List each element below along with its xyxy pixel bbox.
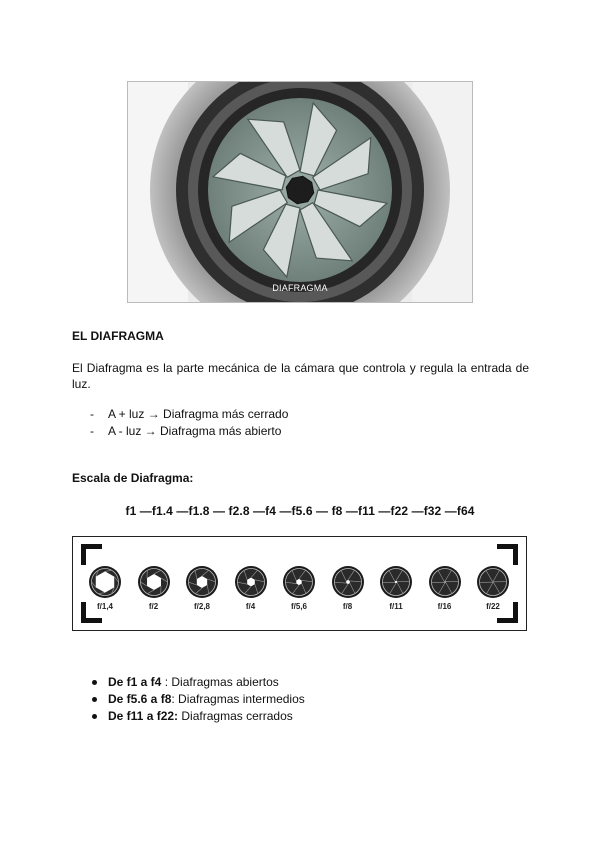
aperture-icon-8 [425, 565, 465, 611]
aperture-diagram [137, 565, 171, 599]
aperture-diagram [379, 565, 413, 599]
range-label: De f11 a f22: [108, 709, 179, 723]
aperture-label: f/22 [486, 602, 500, 611]
intro-paragraph: El Diafragma es la parte mecánica de la cámara que controla y regula la entrada de luz. [72, 361, 529, 391]
aperture-icon-4 [231, 565, 271, 611]
separator: : [161, 675, 172, 689]
range-label: De f5.6 a f8 [108, 692, 172, 706]
diaphragm-photo [127, 81, 473, 303]
aperture-icon-6 [328, 565, 368, 611]
aperture-label: f/1,4 [96, 602, 113, 611]
aperture-diagram [476, 565, 510, 599]
aperture-label: f/5,6 [290, 602, 307, 611]
separator: : [171, 692, 179, 706]
corner-bracket [497, 544, 518, 565]
aperture-icon-7 [376, 565, 416, 611]
aperture-diagram [331, 565, 365, 599]
aperture-classification-list [90, 674, 305, 725]
aperture-icon-1 [85, 565, 125, 611]
relation-less-light: - A - luz → Diafragma más abierto [90, 423, 288, 440]
f-stop-scale-line: f1 —f1.4 —f1.8 — f2.8 —f4 —f5.6 — f8 —f11 —f22 —f32 —f64 [125, 504, 475, 518]
aperture-label: f/2,8 [193, 602, 210, 611]
aperture-diagram [185, 565, 219, 599]
aperture-icon-3 [182, 565, 222, 611]
aperture-scale-figure [72, 536, 527, 631]
light-relations-list [90, 406, 288, 440]
aperture-diagram [282, 565, 316, 599]
relation-more-light: - A + luz → Diafragma más cerrado [90, 406, 288, 423]
corner-bracket [81, 544, 102, 565]
photo-caption: DIAFRAGMA [272, 283, 328, 293]
aperture-label: f/16 [437, 602, 452, 611]
classification-open [90, 674, 305, 691]
aperture-label: f/2 [148, 602, 159, 611]
lens-diaphragm-illustration [128, 82, 472, 302]
classification-closed [90, 708, 305, 725]
aperture-diagram [234, 565, 268, 599]
classification-intermediate [90, 691, 305, 708]
range-description: Diafragmas abiertos [171, 675, 279, 689]
aperture-icon-9 [473, 565, 513, 611]
aperture-diagram [428, 565, 462, 599]
aperture-icon-5 [279, 565, 319, 611]
scale-title: Escala de Diafragma: [72, 471, 194, 485]
range-description: Diafragmas intermedios [178, 692, 305, 706]
aperture-label: f/4 [245, 602, 256, 611]
aperture-opening [286, 176, 313, 203]
aperture-label: f/11 [389, 602, 403, 611]
aperture-diagram [88, 565, 122, 599]
aperture-icon-2 [134, 565, 174, 611]
aperture-label: f/8 [342, 602, 353, 611]
section-title: EL DIAFRAGMA [72, 329, 164, 343]
range-description: Diafragmas cerrados [181, 709, 293, 723]
range-label: De f1 a f4 [108, 675, 162, 689]
